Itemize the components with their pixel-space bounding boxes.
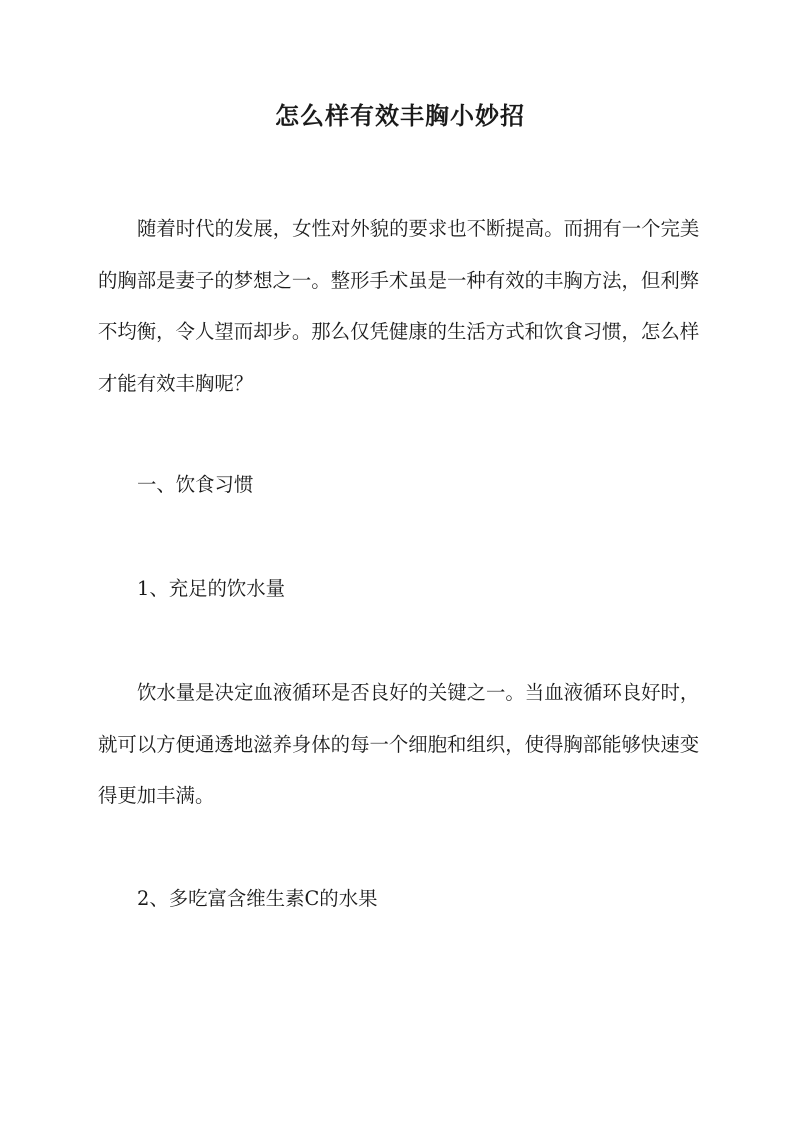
item-paragraph-water: 饮水量是决定血液循环是否良好的关键之一。当血液循环良好时，就可以方便通透地滋养身体的每一个细胞和组织，使得胸部能够快速变得更加丰满。 [98,681,700,807]
section-heading-diet: 一、饮食习惯 [137,473,254,496]
intro-paragraph: 随着时代的发展，女性对外貌的要求也不断提高。而拥有一个完美的胸部是妻子的梦想之一。整形手术虽是一种有效的丰胸方法，但利弊不均衡，令人望而却步。那么仅凭健康的生活方式和饮食习惯，怎么样才能有效丰胸呢？ [98,217,700,395]
document-title: 怎么样有效丰胸小妙招 [275,101,525,130]
item-heading-vitamin-c: 2、多吃富含维生素C的水果 [137,887,378,910]
item-heading-water: 1、充足的饮水量 [137,577,286,600]
